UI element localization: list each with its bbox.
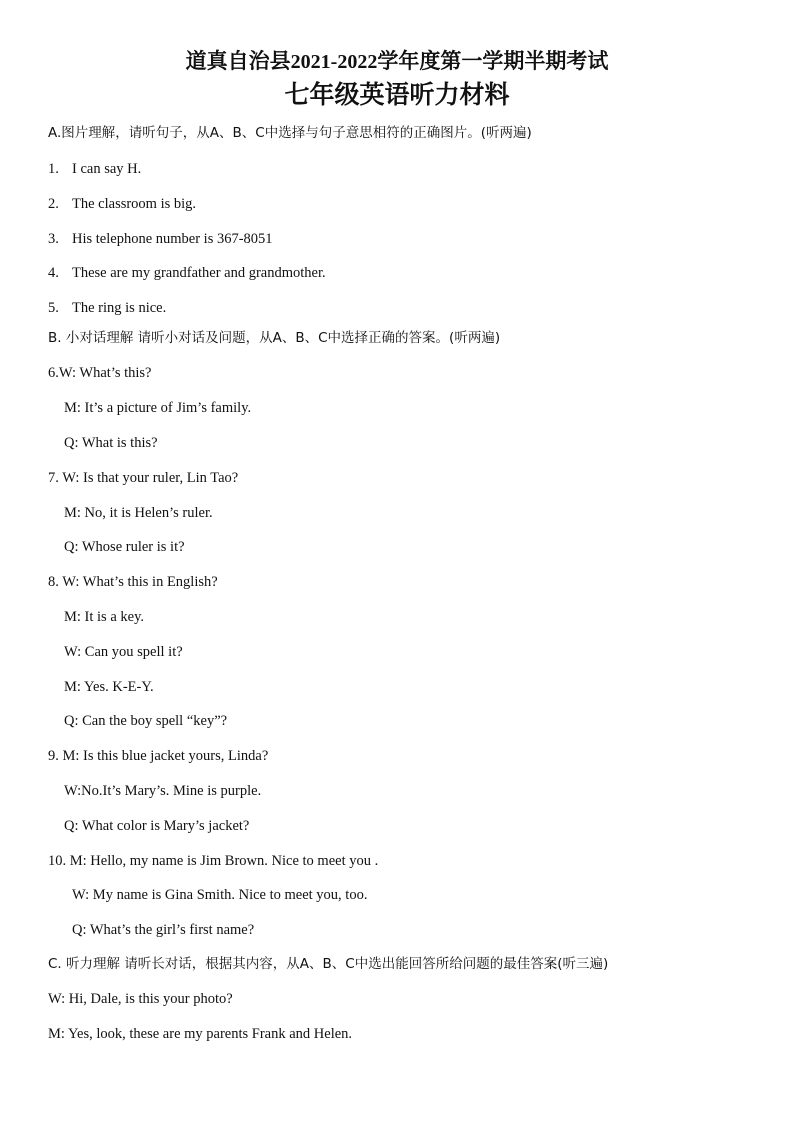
- dialogue-line: 10. M: Hello, my name is Jim Brown. Nice to meet you .: [48, 853, 379, 869]
- dialogue-line: W: Hi, Dale, is this your photo?: [48, 991, 233, 1007]
- dialogue-line: W:No.It’s Mary’s. Mine is purple.: [64, 783, 262, 799]
- dialogue-line: W: My name is Gina Smith. Nice to meet you, too.: [72, 887, 368, 903]
- section-c-heading: C. 听力理解 请听长对话，根据其内容，从A、B、C中选出能回答所给问题的最佳答案(听三遍): [48, 956, 609, 972]
- dialogue-line: M: It’s a picture of Jim’s family.: [64, 400, 252, 416]
- section-a-heading: A.图片理解，请听句子，从A、B、C中选择与句子意思相符的正确图片。(听两遍): [48, 125, 532, 141]
- dialogue-line: 9. M: Is this blue jacket yours, Linda?: [48, 748, 269, 764]
- list-item: 1. I can say H.: [48, 161, 142, 177]
- list-item: 2. The classroom is big.: [48, 196, 197, 212]
- section-b-heading: B. 小对话理解 请听小对话及问题，从A、B、C中选择正确的答案。(听两遍): [48, 330, 501, 346]
- dialogue-line: Q: What is this?: [64, 435, 158, 451]
- title-post: 学年度第一学期半期考试: [377, 49, 609, 73]
- exam-title: [0, 46, 794, 77]
- list-item: 3. His telephone number is 367-8051: [48, 231, 273, 247]
- dialogue-line: Q: Whose ruler is it?: [64, 539, 185, 555]
- dialogue-line: 8. W: What’s this in English?: [48, 574, 218, 590]
- title-year: 2021-2022: [290, 51, 378, 73]
- dialogue-line: M: Yes. K-E-Y.: [64, 679, 154, 695]
- exam-subtitle: 七年级英语听力材料: [284, 80, 510, 109]
- dialogue-line: M: Yes, look, these are my parents Frank and Helen.: [48, 1026, 353, 1042]
- dialogue-line: M: It is a key.: [64, 609, 145, 625]
- list-item: 5. The ring is nice.: [48, 300, 167, 316]
- dialogue-line: Q: What color is Mary’s jacket?: [64, 818, 250, 834]
- dialogue-line: Q: Can the boy spell “key”?: [64, 713, 228, 729]
- list-item: 4. These are my grandfather and grandmother.: [48, 265, 326, 281]
- dialogue-line: 6.W: What’s this?: [48, 365, 152, 381]
- dialogue-line: W: Can you spell it?: [64, 644, 183, 660]
- title-pre: 道真自治县: [185, 49, 291, 73]
- dialogue-line: 7. W: Is that your ruler, Lin Tao?: [48, 470, 239, 486]
- dialogue-line: Q: What’s the girl’s first name?: [72, 922, 255, 938]
- dialogue-line: M: No, it is Helen’s ruler.: [64, 505, 213, 521]
